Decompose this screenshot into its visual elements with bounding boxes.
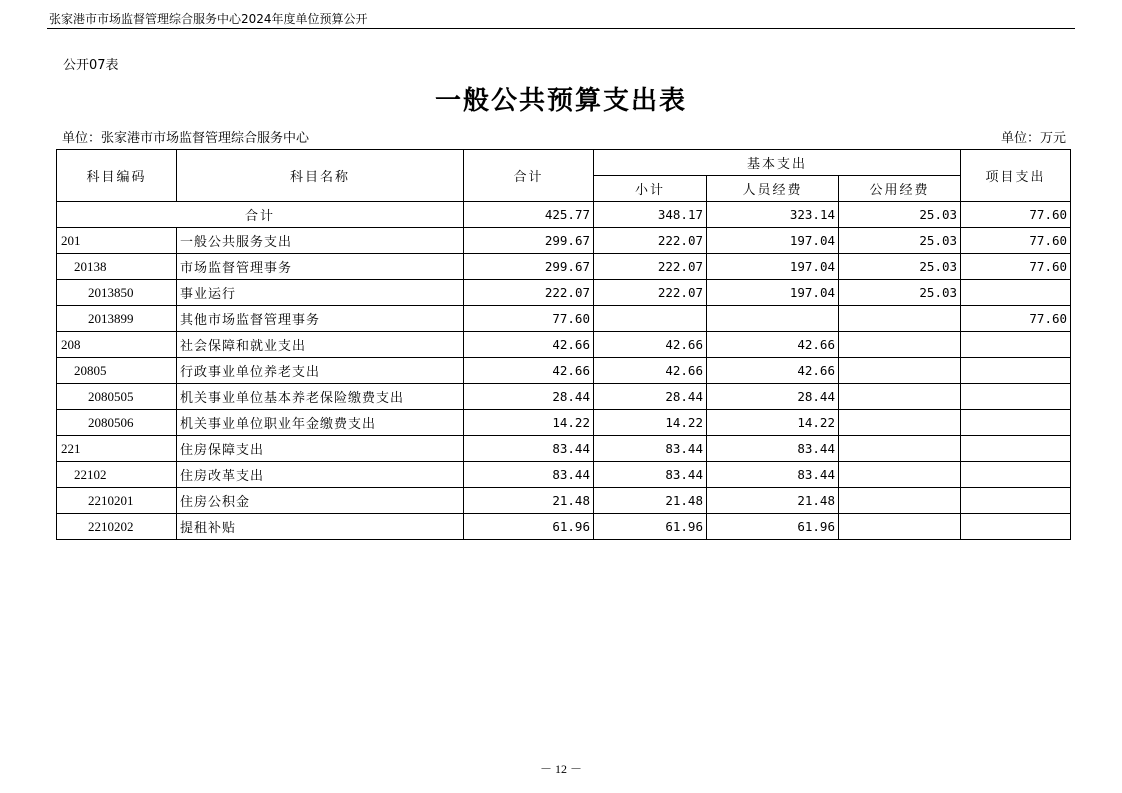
personnel-amount-cell: 197.04 (707, 254, 839, 280)
subject-code-cell: 2080506 (57, 410, 177, 436)
subtotal-amount-cell: 83.44 (594, 462, 707, 488)
total-cell-personnel: 323.14 (707, 202, 839, 228)
total-amount-cell: 299.67 (464, 254, 594, 280)
subject-name-cell: 机关事业单位职业年金缴费支出 (177, 410, 464, 436)
table-row (57, 410, 1071, 436)
personnel-amount-cell: 83.44 (707, 462, 839, 488)
header-basic-expenditure: 基本支出 (594, 150, 961, 176)
subtotal-amount-cell: 222.07 (594, 228, 707, 254)
subject-code-cell: 20138 (57, 254, 177, 280)
subject-name-cell: 事业运行 (177, 280, 464, 306)
project-amount-cell (961, 488, 1071, 514)
subject-name-cell: 一般公共服务支出 (177, 228, 464, 254)
total-cell-total: 425.77 (464, 202, 594, 228)
subtotal-amount-cell: 42.66 (594, 332, 707, 358)
project-amount-cell: 77.60 (961, 306, 1071, 332)
table-row (57, 462, 1071, 488)
total-amount-cell: 21.48 (464, 488, 594, 514)
personnel-amount-cell: 21.48 (707, 488, 839, 514)
header-subject-name: 科目名称 (177, 150, 464, 202)
organization-unit: 单位：张家港市市场监督管理综合服务中心 (62, 131, 310, 146)
subject-code-cell: 2013850 (57, 280, 177, 306)
public-amount-cell (839, 462, 961, 488)
personnel-amount-cell: 197.04 (707, 280, 839, 306)
project-amount-cell (961, 358, 1071, 384)
project-amount-cell (961, 332, 1071, 358)
currency-unit: 单位：万元 (1000, 131, 1066, 146)
subtotal-amount-cell: 222.07 (594, 254, 707, 280)
table-row (57, 332, 1071, 358)
subject-name-cell: 住房保障支出 (177, 436, 464, 462)
personnel-amount-cell: 83.44 (707, 436, 839, 462)
subject-name-cell: 其他市场监督管理事务 (177, 306, 464, 332)
public-amount-cell (839, 436, 961, 462)
total-amount-cell: 222.07 (464, 280, 594, 306)
total-cell-project: 77.60 (961, 202, 1071, 228)
personnel-amount-cell: 42.66 (707, 332, 839, 358)
project-amount-cell (961, 410, 1071, 436)
project-amount-cell (961, 462, 1071, 488)
subject-code-cell: 2210202 (57, 514, 177, 540)
header-public-cost: 公用经费 (839, 176, 961, 202)
subject-code-cell: 221 (57, 436, 177, 462)
subtotal-amount-cell (594, 306, 707, 332)
total-row (57, 202, 1071, 228)
public-amount-cell (839, 488, 961, 514)
subject-name-cell: 社会保障和就业支出 (177, 332, 464, 358)
personnel-amount-cell: 42.66 (707, 358, 839, 384)
project-amount-cell: 77.60 (961, 254, 1071, 280)
subtotal-amount-cell: 83.44 (594, 436, 707, 462)
subject-code-cell: 22102 (57, 462, 177, 488)
table-row (57, 358, 1071, 384)
table-row (57, 488, 1071, 514)
total-amount-cell: 83.44 (464, 462, 594, 488)
table-row (57, 384, 1071, 410)
project-amount-cell (961, 436, 1071, 462)
subject-name-cell: 提租补贴 (177, 514, 464, 540)
public-amount-cell (839, 358, 961, 384)
table-row (57, 254, 1071, 280)
public-amount-cell (839, 514, 961, 540)
page-title: 一般公共预算支出表 (434, 86, 687, 116)
header-personnel-cost: 人员经费 (707, 176, 839, 202)
total-label: 合计 (57, 202, 464, 228)
total-amount-cell: 299.67 (464, 228, 594, 254)
table-row (57, 228, 1071, 254)
table-row (57, 280, 1071, 306)
subject-name-cell: 住房改革支出 (177, 462, 464, 488)
form-number: 公开07表 (63, 58, 119, 73)
public-amount-cell (839, 410, 961, 436)
personnel-amount-cell: 61.96 (707, 514, 839, 540)
public-amount-cell: 25.03 (839, 254, 961, 280)
subtotal-amount-cell: 42.66 (594, 358, 707, 384)
table-row (57, 306, 1071, 332)
personnel-amount-cell (707, 306, 839, 332)
subject-code-cell: 201 (57, 228, 177, 254)
total-amount-cell: 14.22 (464, 410, 594, 436)
project-amount-cell: 77.60 (961, 228, 1071, 254)
total-amount-cell: 28.44 (464, 384, 594, 410)
header-total: 合计 (464, 150, 594, 202)
subtotal-amount-cell: 21.48 (594, 488, 707, 514)
total-amount-cell: 83.44 (464, 436, 594, 462)
subtotal-amount-cell: 28.44 (594, 384, 707, 410)
subject-name-cell: 住房公积金 (177, 488, 464, 514)
total-amount-cell: 42.66 (464, 332, 594, 358)
total-cell-subtotal: 348.17 (594, 202, 707, 228)
total-amount-cell: 61.96 (464, 514, 594, 540)
header-project-expenditure: 项目支出 (961, 150, 1071, 202)
subject-name-cell: 行政事业单位养老支出 (177, 358, 464, 384)
personnel-amount-cell: 197.04 (707, 228, 839, 254)
total-cell-public: 25.03 (839, 202, 961, 228)
header-subtotal: 小计 (594, 176, 707, 202)
table-row (57, 514, 1071, 540)
project-amount-cell (961, 384, 1071, 410)
public-amount-cell (839, 306, 961, 332)
table-row (57, 436, 1071, 462)
subject-code-cell: 2013899 (57, 306, 177, 332)
subject-name-cell: 机关事业单位基本养老保险缴费支出 (177, 384, 464, 410)
subject-code-cell: 2210201 (57, 488, 177, 514)
header-rule (47, 28, 1075, 29)
page-number: － 12 － (539, 762, 582, 776)
public-amount-cell: 25.03 (839, 228, 961, 254)
header-subject-code: 科目编码 (57, 150, 177, 202)
subject-code-cell: 2080505 (57, 384, 177, 410)
budget-expenditure-table (56, 149, 1071, 540)
public-amount-cell (839, 384, 961, 410)
subtotal-amount-cell: 14.22 (594, 410, 707, 436)
project-amount-cell (961, 280, 1071, 306)
running-header: 张家港市市场监督管理综合服务中心2024年度单位预算公开 (49, 12, 368, 26)
public-amount-cell (839, 332, 961, 358)
subject-code-cell: 20805 (57, 358, 177, 384)
total-amount-cell: 77.60 (464, 306, 594, 332)
total-amount-cell: 42.66 (464, 358, 594, 384)
public-amount-cell: 25.03 (839, 280, 961, 306)
project-amount-cell (961, 514, 1071, 540)
personnel-amount-cell: 14.22 (707, 410, 839, 436)
subtotal-amount-cell: 61.96 (594, 514, 707, 540)
subject-code-cell: 208 (57, 332, 177, 358)
personnel-amount-cell: 28.44 (707, 384, 839, 410)
subject-name-cell: 市场监督管理事务 (177, 254, 464, 280)
subtotal-amount-cell: 222.07 (594, 280, 707, 306)
